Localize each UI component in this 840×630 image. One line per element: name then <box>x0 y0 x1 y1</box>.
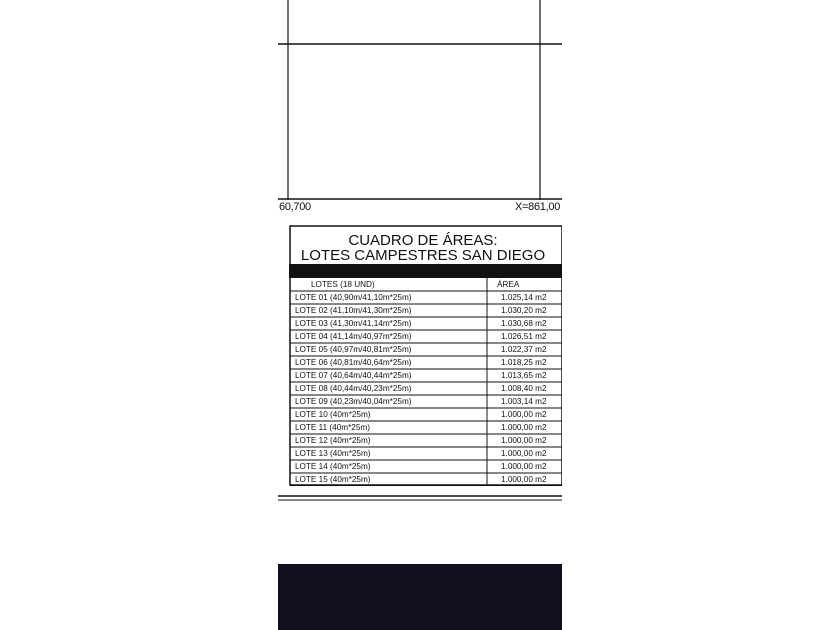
table-row <box>289 343 562 356</box>
table-row <box>289 395 562 408</box>
table-row <box>289 434 562 447</box>
table-row <box>289 330 562 343</box>
area-cell: 1.025,14 m2 <box>501 293 547 302</box>
area-cell: 1.000,00 m2 <box>501 423 547 432</box>
table-header <box>289 278 562 291</box>
area-cell: 1.000,00 m2 <box>501 475 547 484</box>
table-bottom-rules <box>278 494 562 504</box>
lot-cell: LOTE 14 (40m*25m) <box>295 462 371 471</box>
area-cell: 1.000,00 m2 <box>501 410 547 419</box>
table-row <box>289 408 562 421</box>
table-row <box>289 317 562 330</box>
area-cell: 1.000,00 m2 <box>501 462 547 471</box>
table-title-line1: CUADRO DE ÁREAS: <box>348 232 498 249</box>
lot-cell: LOTE 06 (40,81m/40,64m*25m) <box>295 358 412 367</box>
coordinate-label-left: 60,700 <box>279 201 311 213</box>
table-row <box>289 382 562 395</box>
table-row <box>289 421 562 434</box>
lot-cell: LOTE 12 (40m*25m) <box>295 436 371 445</box>
area-cell: 1.018,25 m2 <box>501 358 547 367</box>
area-cell: 1.022,37 m2 <box>501 345 547 354</box>
table-row <box>289 356 562 369</box>
area-cell: 1.030,20 m2 <box>501 306 547 315</box>
area-cell: 1.000,00 m2 <box>501 436 547 445</box>
table-title-line2: LOTES CAMPESTRES SAN DIEGO <box>300 247 546 264</box>
lot-cell: LOTE 08 (40,44m/40,23m*25m) <box>295 384 412 393</box>
table-row <box>289 473 562 486</box>
table-row <box>289 291 562 304</box>
table-row <box>289 304 562 317</box>
lot-cell: LOTE 10 (40m*25m) <box>295 410 371 419</box>
table-title <box>289 225 562 263</box>
lot-cell: LOTE 15 (40m*25m) <box>295 475 371 484</box>
lot-cell: LOTE 02 (41,10m/41,30m*25m) <box>295 306 412 315</box>
areas-table <box>289 225 562 486</box>
header-area: ÁREA <box>497 280 520 289</box>
lot-cell: LOTE 13 (40m*25m) <box>295 449 371 458</box>
table-row <box>289 369 562 382</box>
lot-cell: LOTE 09 (40,23m/40,04m*25m) <box>295 397 412 406</box>
coordinate-label-right: X=861,00 <box>515 201 561 213</box>
table-row <box>289 460 562 473</box>
title-separator-bar <box>289 264 562 278</box>
area-cell: 1.008,40 m2 <box>501 384 547 393</box>
area-cell: 1.003,14 m2 <box>501 397 547 406</box>
area-cell: 1.000,00 m2 <box>501 449 547 458</box>
lot-cell: LOTE 11 (40m*25m) <box>295 423 370 432</box>
footer-dark-block <box>278 564 562 630</box>
lot-cell: LOTE 05 (40,97m/40,81m*25m) <box>295 345 412 354</box>
area-cell: 1.013,65 m2 <box>501 371 547 380</box>
header-lots: LOTES (18 UND) <box>311 280 375 289</box>
area-cell: 1.026,51 m2 <box>501 332 547 341</box>
lot-cell: LOTE 01 (40,90m/41,10m*25m) <box>295 293 412 302</box>
site-plan-drawing <box>278 0 562 200</box>
lot-cell: LOTE 04 (41,14m/40,97m*25m) <box>295 332 412 341</box>
table-row <box>289 447 562 460</box>
lot-cell: LOTE 03 (41,30m/41,14m*25m) <box>295 319 412 328</box>
lot-cell: LOTE 07 (40,64m/40,44m*25m) <box>295 371 412 380</box>
area-cell: 1.030,68 m2 <box>501 319 547 328</box>
